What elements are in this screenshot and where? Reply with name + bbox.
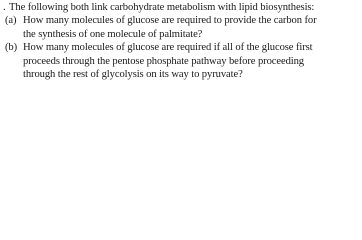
part-b-label: (b) — [5, 42, 18, 54]
part-b-text — [23, 41, 360, 81]
problem-intro: The following both link carbohydrate metabolism with lipid biosynthesis: — [9, 2, 315, 13]
part-a-line-2: the synthesis of one molecule of palmitate? — [23, 28, 203, 40]
part-a-text — [23, 14, 360, 41]
problem-marker: . — [3, 2, 6, 13]
part-a-line-1: How many molecules of glucose are required to provide the carbon for — [23, 15, 317, 27]
part-a-label: (a) — [5, 15, 17, 27]
part-b-line-2: proceeds through the pentose phosphate pathway before proceeding — [23, 55, 305, 67]
part-b-line-3: through the rest of glycolysis on its way to pyruvate? — [23, 69, 243, 81]
problem-block — [3, 1, 360, 81]
problem-intro-row — [3, 1, 360, 14]
part-a — [3, 14, 360, 41]
part-b-line-1: How many molecules of glucose are required if all of the glucose first — [23, 42, 313, 54]
part-b — [3, 41, 360, 81]
